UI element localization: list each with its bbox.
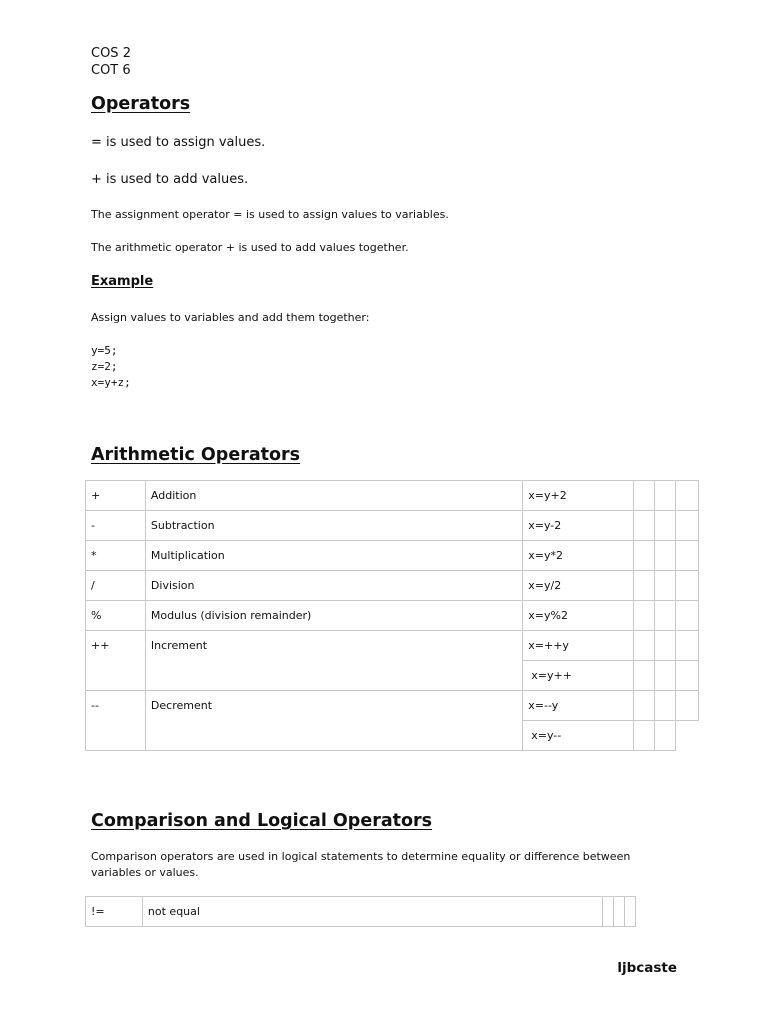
example-intro: Assign values to variables and add them together: — [91, 311, 370, 324]
comparison-intro-line-2: variables or values. — [91, 866, 199, 879]
empty-cell — [676, 661, 699, 691]
table-row — [86, 897, 636, 927]
empty-cell — [634, 691, 655, 721]
arithmetic-paragraph: The arithmetic operator + is used to add values together. — [91, 241, 409, 254]
add-short-line: + is used to add values. — [91, 172, 249, 187]
empty-cell — [676, 571, 699, 601]
empty-cell — [614, 897, 625, 927]
empty-cell — [655, 691, 676, 721]
example-cell: x=y%2 — [523, 601, 634, 631]
empty-cell — [634, 721, 655, 751]
empty-cell — [655, 511, 676, 541]
operator-cell: - — [86, 511, 146, 541]
example-cell: x=--y — [523, 691, 634, 721]
empty-cell — [655, 481, 676, 511]
empty-cell — [603, 897, 614, 927]
code-line-1: y=5; — [91, 344, 118, 357]
table-row — [86, 511, 699, 541]
empty-cell — [634, 631, 655, 661]
empty-cell — [655, 571, 676, 601]
operator-cell: % — [86, 601, 146, 631]
course-code-line-2: COT 6 — [91, 63, 131, 78]
example-cell: x=y++ — [523, 661, 634, 691]
operator-cell: ++ — [86, 631, 146, 691]
operator-cell: * — [86, 541, 146, 571]
table-row — [86, 631, 699, 661]
empty-cell — [634, 661, 655, 691]
empty-cell — [676, 601, 699, 631]
empty-cell — [676, 481, 699, 511]
example-heading: Example — [91, 274, 154, 289]
empty-cell — [634, 481, 655, 511]
empty-cell — [634, 511, 655, 541]
code-line-3: x=y+z; — [91, 376, 131, 389]
empty-cell — [634, 601, 655, 631]
description-cell: Decrement — [145, 691, 522, 751]
example-cell: x=y-2 — [523, 511, 634, 541]
example-cell: x=++y — [523, 631, 634, 661]
table-row — [86, 481, 699, 511]
comparison-operators-table — [85, 896, 636, 927]
example-cell: x=y/2 — [523, 571, 634, 601]
empty-cell — [655, 601, 676, 631]
operator-cell: != — [86, 897, 143, 927]
example-cell: x=y-- — [523, 721, 634, 751]
description-cell: Multiplication — [145, 541, 522, 571]
description-cell: Division — [145, 571, 522, 601]
operator-cell: / — [86, 571, 146, 601]
empty-cell — [676, 511, 699, 541]
assignment-paragraph: The assignment operator = is used to assign values to variables. — [91, 208, 449, 221]
empty-cell — [624, 897, 635, 927]
example-cell: x=y+2 — [523, 481, 634, 511]
operator-cell: + — [86, 481, 146, 511]
operator-cell: -- — [86, 691, 146, 751]
empty-cell — [655, 541, 676, 571]
arithmetic-operators-table — [85, 480, 699, 751]
assign-short-line: = is used to assign values. — [91, 135, 266, 150]
arithmetic-operators-heading: Arithmetic Operators — [91, 445, 301, 465]
empty-cell — [655, 721, 676, 751]
course-code-line-1: COS 2 — [91, 46, 131, 61]
empty-cell — [655, 661, 676, 691]
description-cell: Subtraction — [145, 511, 522, 541]
empty-cell — [676, 631, 699, 661]
description-cell: Modulus (division remainder) — [145, 601, 522, 631]
comparison-logical-heading: Comparison and Logical Operators — [91, 811, 433, 831]
table-row — [86, 601, 699, 631]
description-cell: Addition — [145, 481, 522, 511]
example-cell: x=y*2 — [523, 541, 634, 571]
table-row — [86, 691, 699, 721]
comparison-intro-line-1: Comparison operators are used in logical statements to determine equality or difference between — [91, 850, 631, 863]
table-row — [86, 541, 699, 571]
operators-heading: Operators — [91, 94, 191, 114]
author-footer: ljbcaste — [617, 960, 677, 976]
empty-cell — [634, 541, 655, 571]
empty-cell — [655, 631, 676, 661]
empty-cell — [676, 691, 699, 721]
empty-cell — [676, 721, 699, 751]
empty-cell — [634, 571, 655, 601]
empty-cell — [676, 541, 699, 571]
table-row — [86, 571, 699, 601]
description-cell: Increment — [145, 631, 522, 691]
description-cell: not equal — [142, 897, 602, 927]
code-line-2: z=2; — [91, 360, 118, 373]
